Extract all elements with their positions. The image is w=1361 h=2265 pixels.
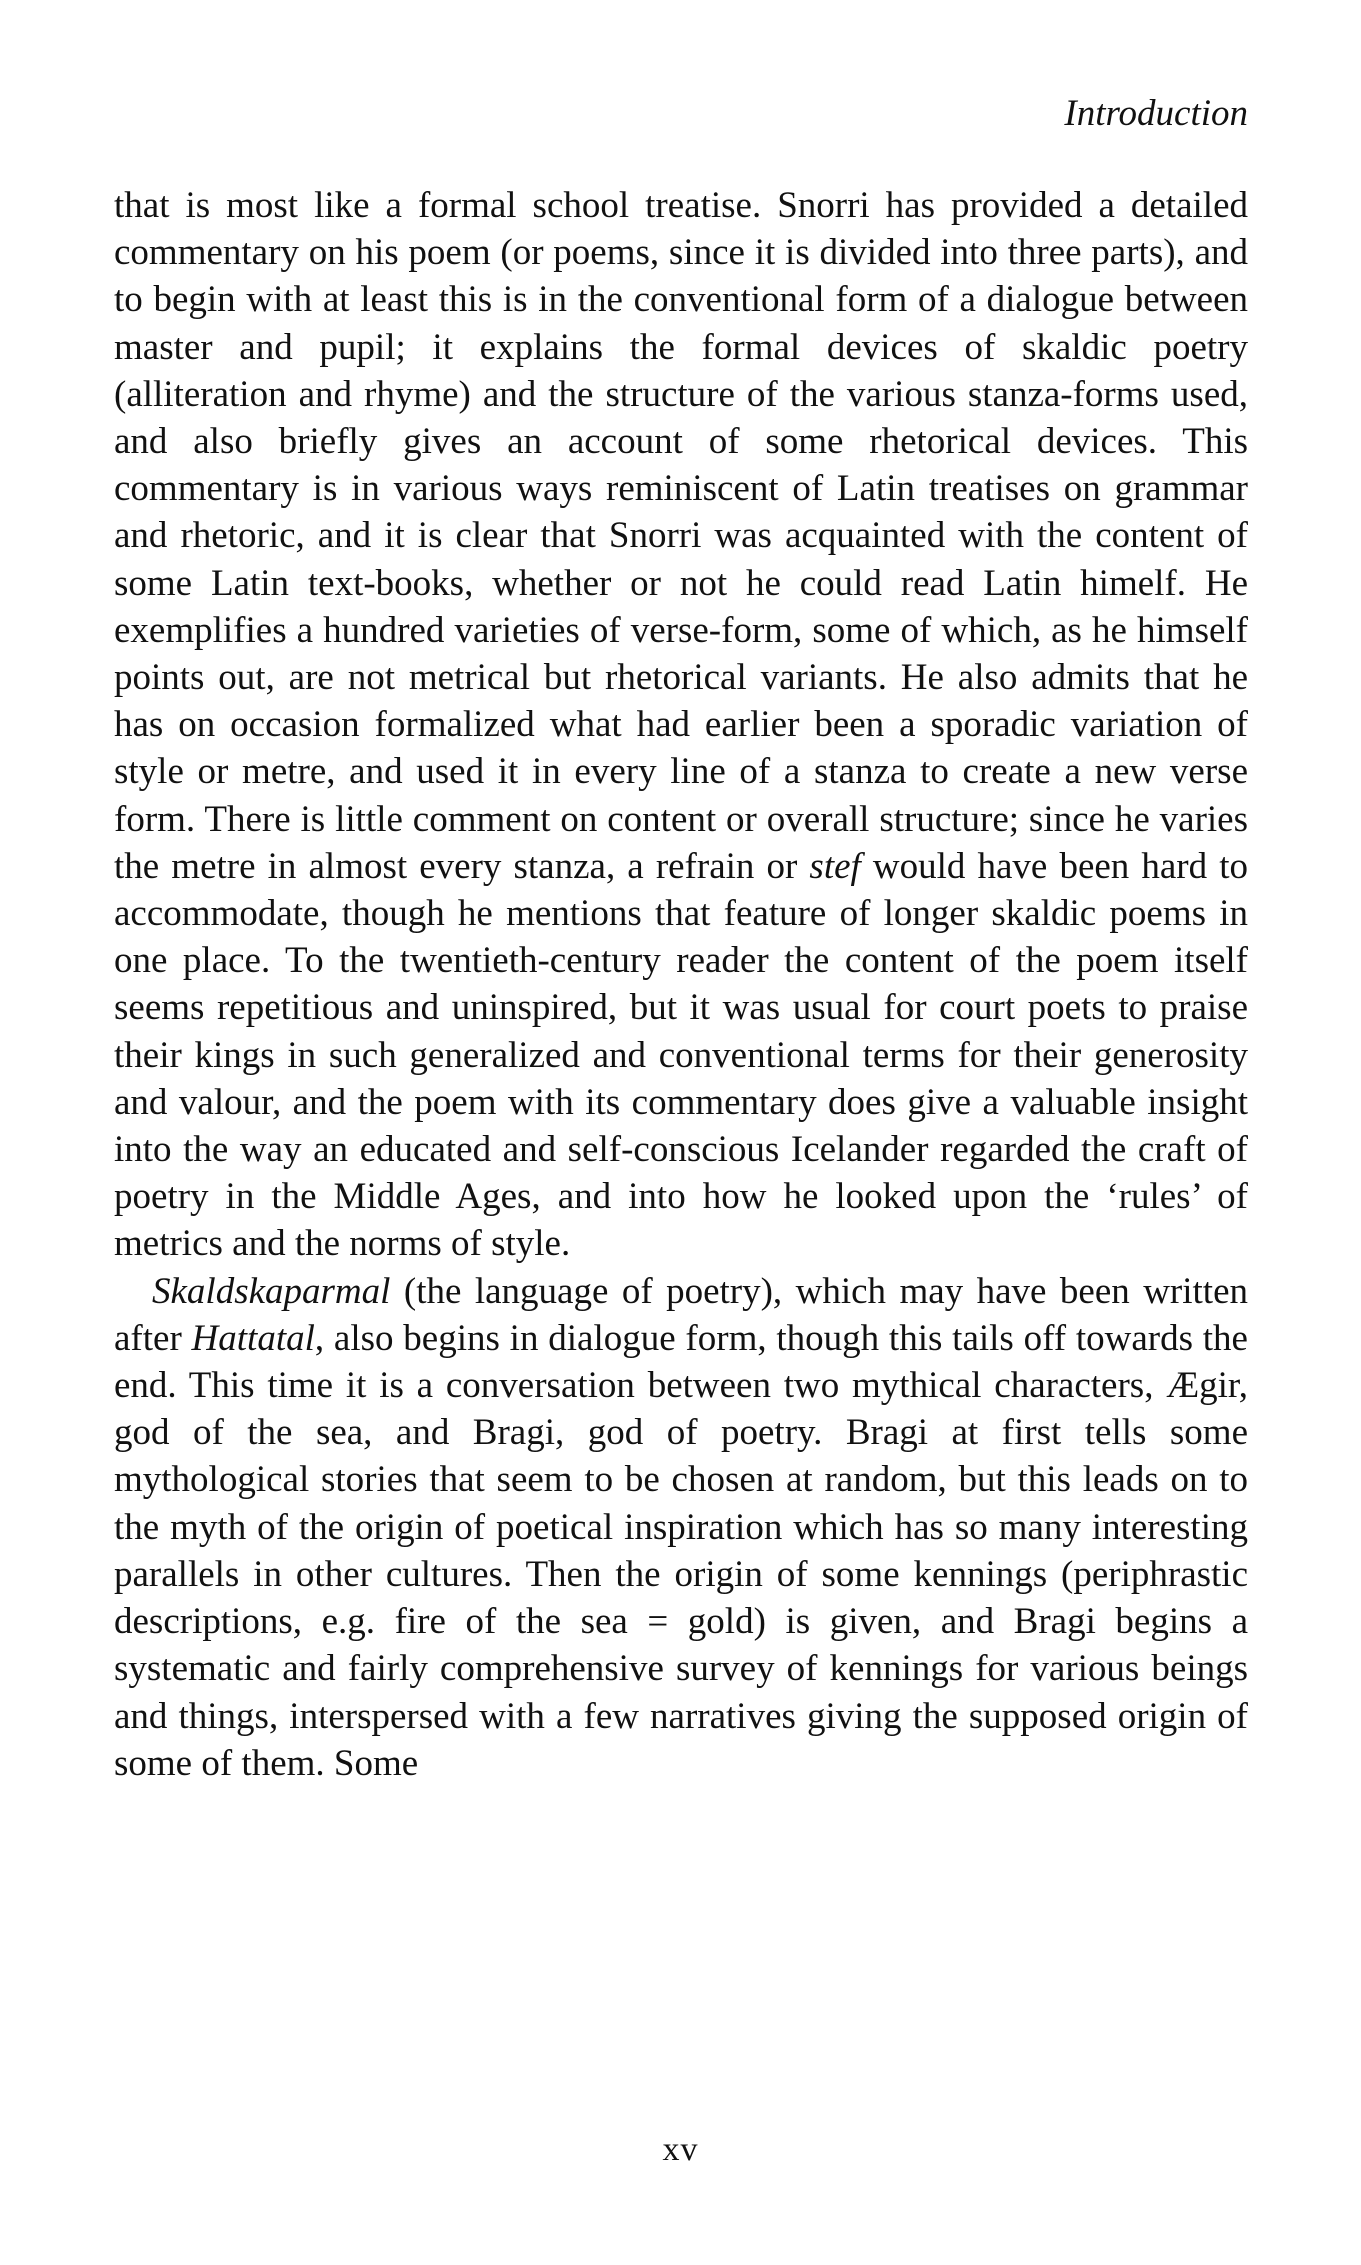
body-text [114, 182, 1248, 1787]
page-number: xv [662, 2131, 699, 2168]
text-run: would have been hard to accommodate, though he mentions that feature of longer skaldic poems in one place. To the twentieth-century reader the content of the poem itself seems repetitious and uninspired, but it was usual for court poets to praise their kings in such generalized and conventional terms for their generosity and valour, and the poem with its commentary does give a valuable insight into the way an educated and self-conscious Icelander regarded the craft of poetry in the Middle Ages, and into how he looked upon the ‘rules’ of metrics and the norms of style. [114, 845, 1248, 1265]
italic-term: stef [809, 845, 861, 887]
italic-term: Skaldskaparmal [152, 1270, 391, 1312]
paragraph [114, 1268, 1248, 1787]
text-run: (the language of poetry), which may have been written after [114, 1270, 1248, 1359]
italic-term: Hattatal [191, 1317, 315, 1359]
running-head: Introduction [1064, 93, 1248, 134]
text-run: , also begins in dialogue form, though this tails off towards the end. This time it is a conversation between two mythical characters, Ægir, god of the sea, and Bragi, god of poetry. Bragi at first tells some mythological stories that seem to be chosen at random, but this leads on to the myth of the origin of poetical inspiration which has so many interesting parallels in other cultures. Then the origin of some kennings (periphrastic descriptions, e.g. fire of the sea = gold) is given, and Bragi begins a systematic and fairly comprehensive survey of kennings for various beings and things, interspersed with a few narratives giving the supposed origin of some of them. Some [114, 1317, 1248, 1784]
paragraph [114, 182, 1248, 1268]
text-run: that is most like a formal school treatise. Snorri has provided a detailed commentary on his poem (or poems, since it is divided into three parts), and to begin with at least this is in the conventional form of a dialogue between master and pupil; it explains the formal devices of skaldic poetry (alliteration and rhyme) and the structure of the various stanza-forms used, and also briefly gives an account of some rhetorical devices. This commentary is in various ways reminiscent of Latin treatises on grammar and rhetoric, and it is clear that Snorri was acquainted with the content of some Latin text-books, whether or not he could read Latin himelf. He exemplifies a hundred varieties of verse-form, some of which, as he himself points out, are not metrical but rhetorical variants. He also admits that he has on occasion formalized what had earlier been a sporadic variation of style or metre, and used it in every line of a stanza to create a new verse form. There is little comment on content or overall structure; since he varies the metre in almost every stanza, a refrain or [114, 185, 1248, 887]
